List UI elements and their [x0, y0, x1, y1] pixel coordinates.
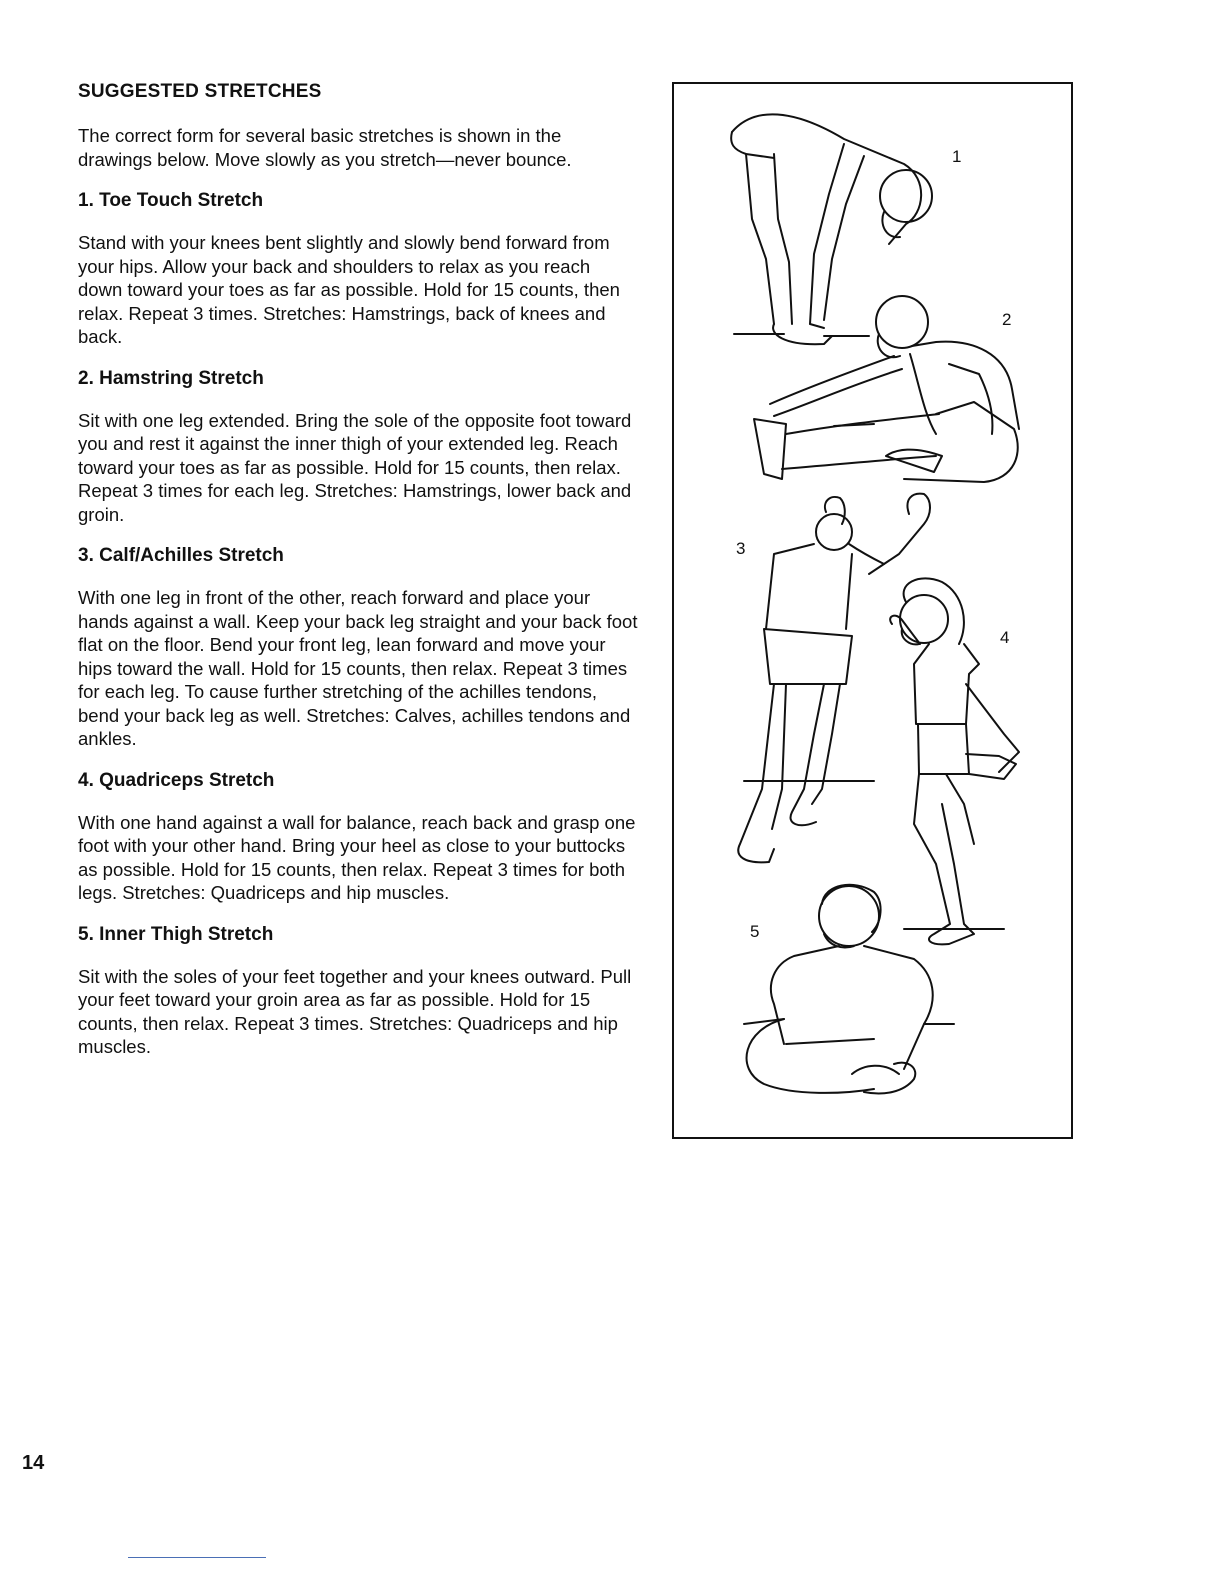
page-number: 14 — [22, 1452, 45, 1474]
hamstring-figure — [754, 296, 1019, 482]
stretch-illustrations — [674, 84, 1075, 1141]
stretch-heading: 2. Hamstring Stretch — [78, 367, 264, 389]
stretch-body: Sit with one leg extended. Bring the sole of the opposite foot toward you and rest it against the inner thigh of your extended leg. Reach toward your toes as far as possible. Hold for 15 counts, then relax. Repeat 3 times for each leg. Stretches: Hamstrings, lower back and groin. — [78, 409, 632, 525]
calf-achilles-figure — [738, 494, 930, 863]
stretch-4 — [78, 769, 638, 905]
toe-touch-figure — [731, 114, 932, 344]
inner-thigh-figure — [744, 885, 954, 1094]
stretch-heading: 3. Calf/Achilles Stretch — [78, 545, 284, 566]
figure-label-4: 4 — [1000, 628, 1010, 647]
stretch-2 — [78, 367, 638, 527]
stretch-heading: 1. Toe Touch Stretch — [78, 190, 264, 211]
figure-label-5: 5 — [750, 922, 760, 941]
intro-paragraph: The correct form for several basic stretches is shown in the drawings below. Move slowly as you stretch—never bounce. — [78, 125, 572, 170]
text-column — [78, 80, 638, 1077]
figure-label-1: 1 — [952, 147, 962, 166]
stretch-heading: 4. Quadriceps Stretch — [78, 769, 275, 791]
figure-label-3: 3 — [736, 539, 746, 558]
stretch-heading: 5. Inner Thigh Stretch — [78, 923, 274, 945]
stretch-3 — [78, 544, 638, 751]
figure-label-2: 2 — [1002, 310, 1012, 329]
bottom-rule — [128, 1557, 266, 1558]
section-title: SUGGESTED STRETCHES — [78, 81, 322, 102]
stretch-illustrations-panel — [672, 82, 1073, 1139]
stretch-body: With one leg in front of the other, reach forward and place your hands against a wall. Keep your back leg straight and your back foot flat on the floor. Bend your front leg, lean forward and move your hips toward the wall. Hold for 15 counts, then relax. Repeat 3 times for each leg. To cause further stretching of the achilles tendons, bend your back leg as well. Stretches: Calves, achilles tendons and ankles. — [78, 587, 638, 749]
stretch-body: With one hand against a wall for balance, reach back and grasp one foot with your other hand. Bring your heel as close to your buttocks as possible. Hold for 15 counts, then relax. Repeat 3 times for both legs. Stretches: Quadriceps and hip muscles. — [78, 811, 636, 903]
stretch-5 — [78, 923, 638, 1059]
stretch-body: Stand with your knees bent slightly and slowly bend forward from your hips. Allow your back and shoulders to relax as you reach down toward your toes as far as possible. Hold for 15 counts, then relax. Repeat 3 times. Stretches: Hamstrings, back of knees and back. — [78, 232, 620, 347]
stretch-body: Sit with the soles of your feet together and your knees outward. Pull your feet toward your groin area as far as possible. Hold for 15 counts, then relax. Repeat 3 times. Stretches: Quadriceps and hip muscles. — [78, 965, 632, 1057]
stretch-1 — [78, 189, 638, 349]
